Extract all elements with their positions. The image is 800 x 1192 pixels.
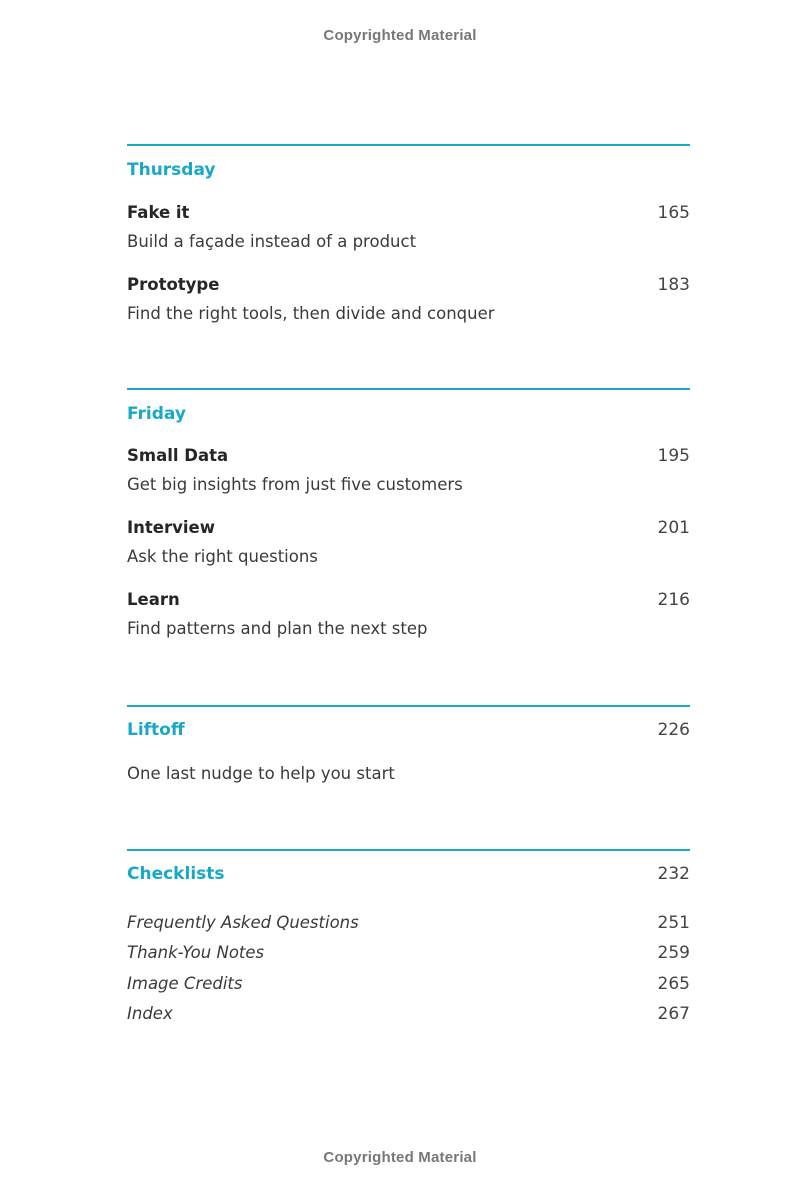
entry-subtitle: Find the right tools, then divide and conquer <box>127 304 495 323</box>
entry-title: Fake it <box>127 203 190 222</box>
entry-title: Index <box>127 1004 173 1023</box>
toc-entry-interview[interactable] <box>127 518 690 576</box>
toc-entry-image-credits[interactable] <box>127 974 690 998</box>
section-friday <box>127 388 690 660</box>
entry-title: Thank-You Notes <box>127 943 265 962</box>
entry-page-number: 267 <box>657 1004 690 1024</box>
entry-subtitle: Build a façade instead of a product <box>127 232 417 251</box>
toc-entry-index[interactable] <box>127 1004 690 1028</box>
entry-title: Interview <box>127 518 215 537</box>
entry-subtitle: Get big insights from just five customers <box>127 475 463 494</box>
entry-title: Image Credits <box>127 974 243 993</box>
entry-title: Prototype <box>127 275 220 294</box>
section-checklists <box>127 849 690 1041</box>
section-thursday <box>127 144 690 346</box>
section-subtitle: One last nudge to help you start <box>127 764 395 783</box>
watermark-top: Copyrighted Material <box>323 27 477 44</box>
entry-page-number: 165 <box>657 203 690 223</box>
entry-page-number: 251 <box>657 913 690 933</box>
section-page-number: 226 <box>657 720 690 740</box>
section-liftoff <box>127 705 690 807</box>
entry-title: Small Data <box>127 446 229 465</box>
section-header[interactable] <box>127 864 690 888</box>
entry-page-number: 195 <box>657 446 690 466</box>
section-title: Friday <box>127 404 186 424</box>
toc-entry-thank-you-notes[interactable] <box>127 943 690 967</box>
toc-entry-fake-it[interactable] <box>127 203 690 261</box>
section-header <box>127 160 690 184</box>
toc-entry-faq[interactable] <box>127 913 690 937</box>
entry-page-number: 216 <box>657 590 690 610</box>
section-title: Liftoff <box>127 720 185 740</box>
entry-page-number: 265 <box>657 974 690 994</box>
entry-title: Learn <box>127 590 180 609</box>
entry-subtitle: Find patterns and plan the next step <box>127 619 428 638</box>
toc-entry-small-data[interactable] <box>127 446 690 504</box>
section-page-number: 232 <box>657 864 690 884</box>
watermark-bottom: Copyrighted Material <box>323 1149 477 1166</box>
entry-page-number: 201 <box>657 518 690 538</box>
section-header <box>127 404 690 428</box>
entry-title: Frequently Asked Questions <box>127 913 359 932</box>
section-title: Thursday <box>127 160 216 180</box>
section-title: Checklists <box>127 864 225 884</box>
toc-entry-learn[interactable] <box>127 590 690 648</box>
entry-page-number: 259 <box>657 943 690 963</box>
section-header[interactable] <box>127 720 690 744</box>
toc-entry-prototype[interactable] <box>127 275 690 333</box>
entry-subtitle: Ask the right questions <box>127 547 318 566</box>
entry-page-number: 183 <box>657 275 690 295</box>
